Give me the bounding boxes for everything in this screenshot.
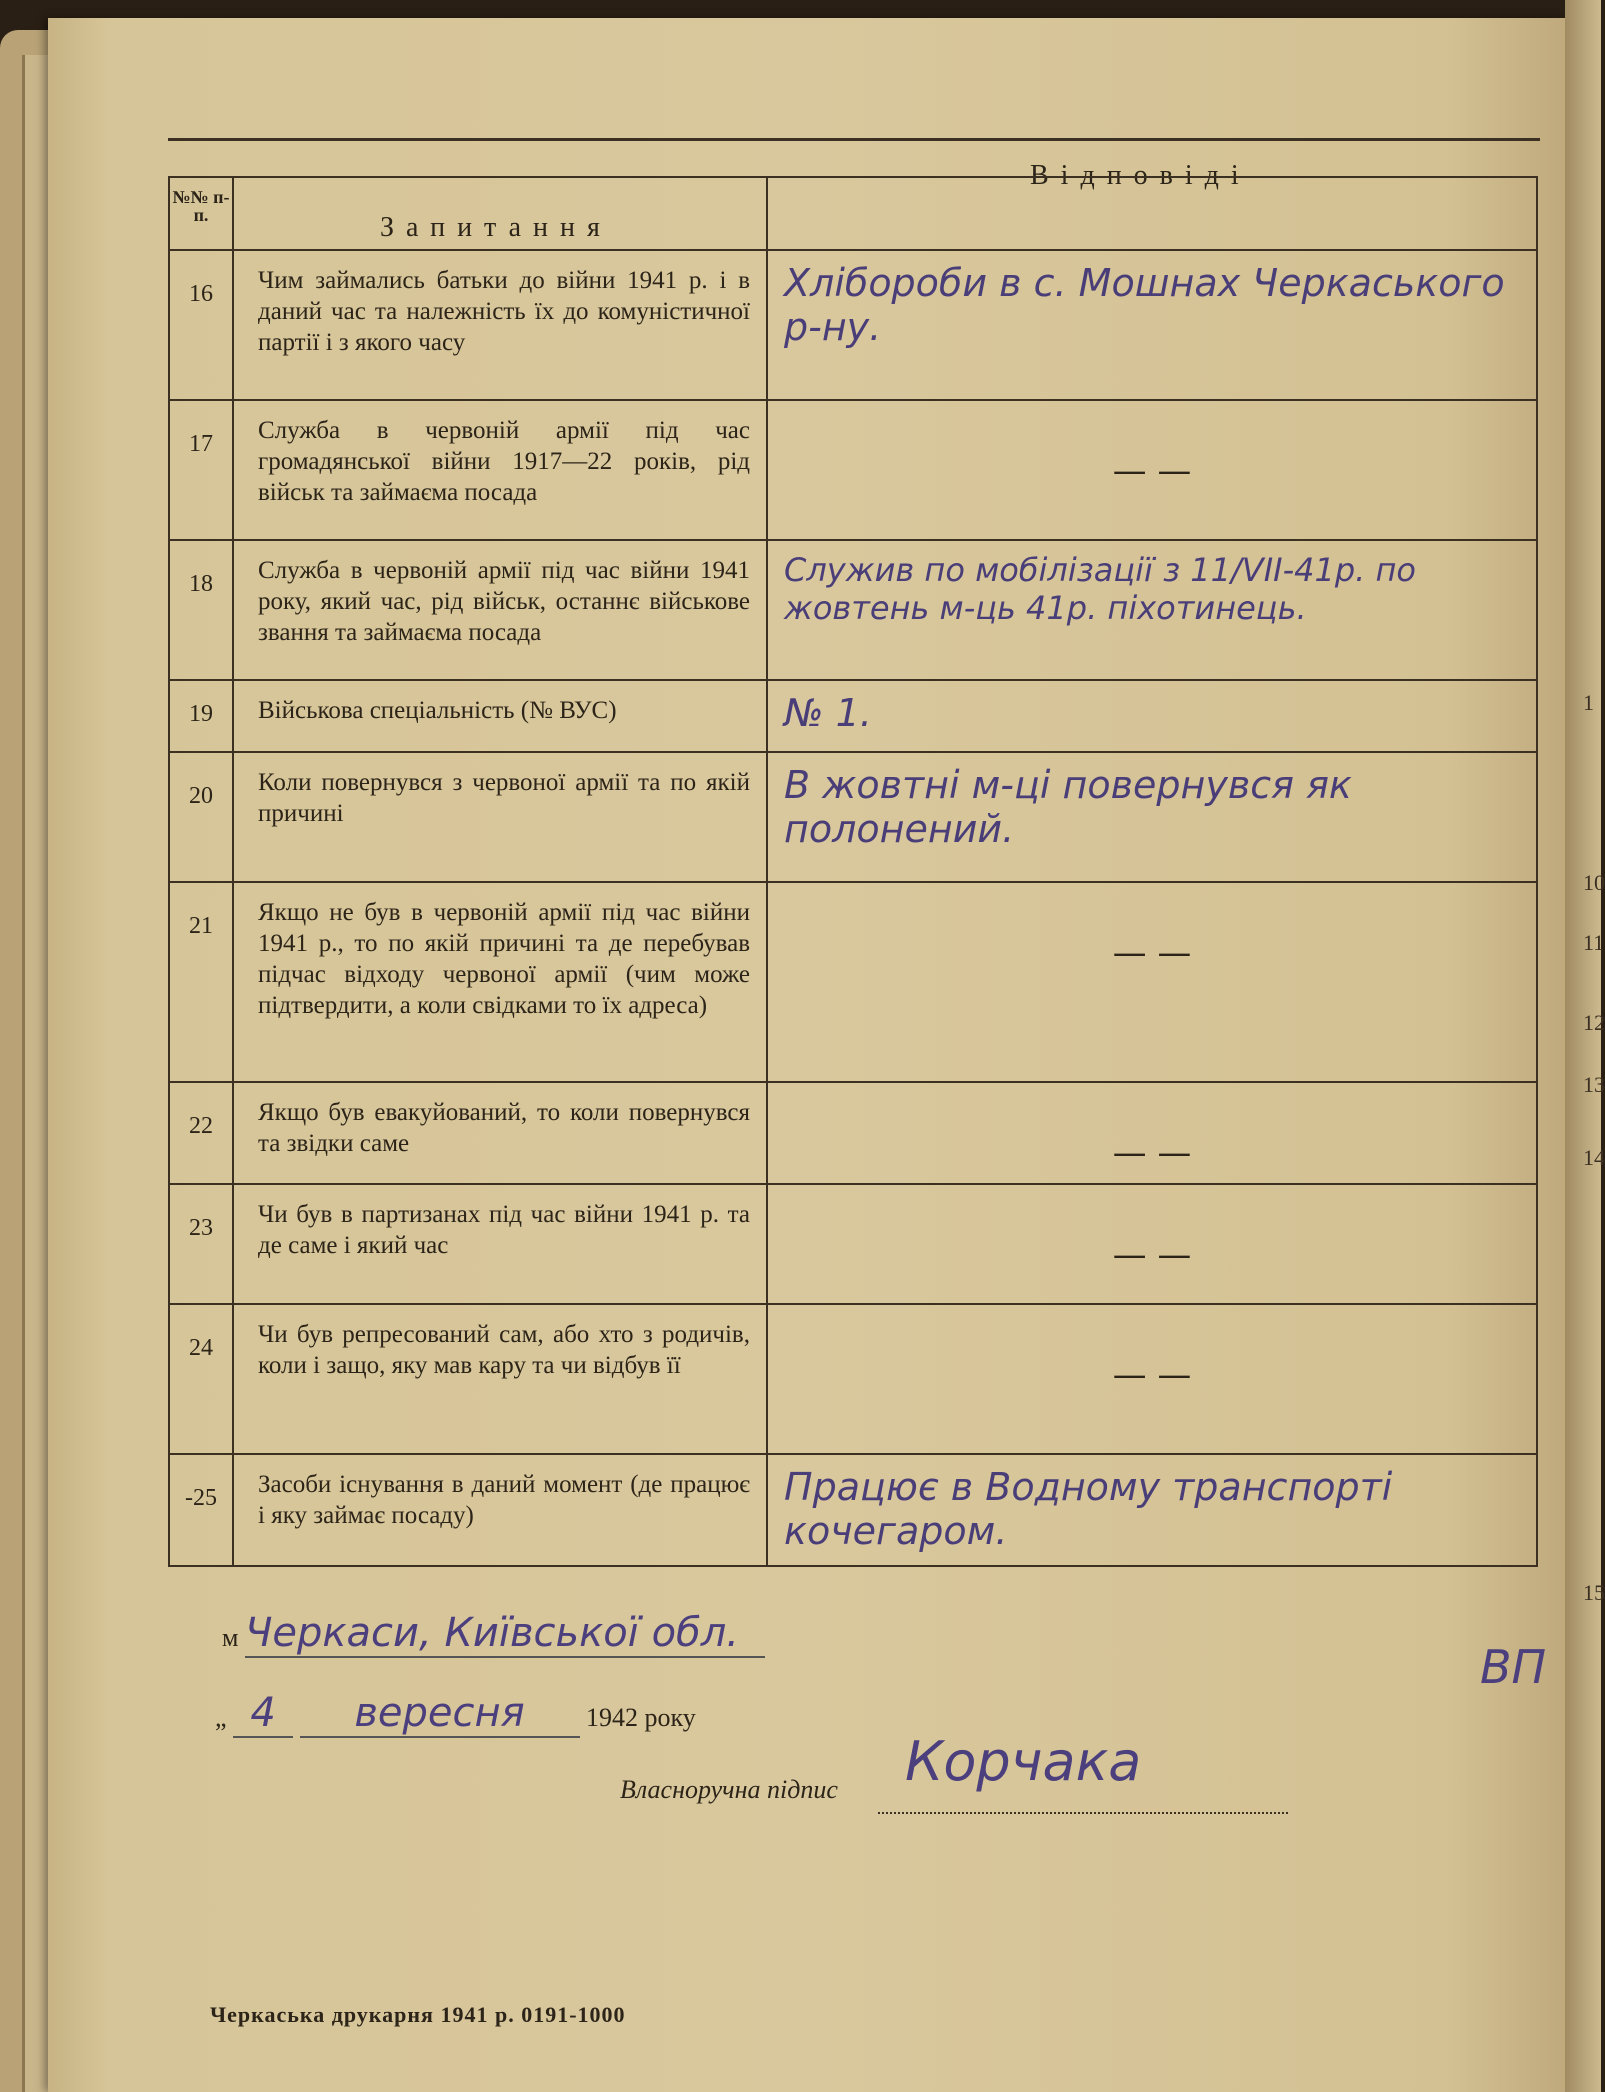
row-number: 24 [169, 1304, 233, 1454]
questions-header: Запитання [380, 212, 612, 243]
header-rule [168, 138, 1540, 141]
side-number: 14 [1583, 1145, 1605, 1170]
side-number: 11 [1583, 930, 1605, 955]
signature-label: Власноручна підпис [620, 1775, 838, 1804]
question-text: Коли повернувся з червоної армії та по якій причині [233, 752, 767, 882]
table-row [169, 1184, 1537, 1304]
question-text: Чим займались батьки до війни 1941 р. і в даний час та належність їх до комуністичної партії і з якого часу [233, 250, 767, 400]
row-number: 21 [169, 882, 233, 1082]
date-open-quote: „ [215, 1703, 227, 1732]
answer-handwritten: Хлібороби в с. Мошнах Черкаського р-ну. [767, 250, 1537, 400]
date-year-suffix: року [644, 1703, 696, 1732]
question-text: Чи був репресований сам, або хто з родичів, коли і защо, яку мав кару та чи відбув її [233, 1304, 767, 1454]
table-row [169, 540, 1537, 680]
side-number: 1 [1583, 690, 1594, 715]
table-row [169, 400, 1537, 540]
number-column-header: №№ п-п. [169, 177, 233, 250]
table-row [169, 1082, 1537, 1184]
answer-dashes: — — [767, 1184, 1537, 1304]
table-row [169, 882, 1537, 1082]
row-number: -25 [169, 1454, 233, 1566]
printer-imprint: Черкаська друкарня 1941 р. 0191-1000 [210, 2002, 626, 2027]
answer-dashes: — — [767, 1304, 1537, 1454]
question-text: Служба в червоній армії під час громадянської війни 1917—22 років, рід військ та займаєма посада [233, 400, 767, 540]
question-text: Служба в червоній армії під час війни 1941 року, який час, рід військ, останнє військове звання та займаєма посада [233, 540, 767, 680]
date-year: 1942 [586, 1703, 639, 1732]
answer-dashes: — — [767, 400, 1537, 540]
question-text: Чи був в партизанах під час війни 1941 р. та де саме і який час [233, 1184, 767, 1304]
row-number: 19 [169, 680, 233, 752]
answer-dashes: — — [767, 882, 1537, 1082]
answer-dashes: — — [767, 1082, 1537, 1184]
place-prefix: м [222, 1623, 239, 1652]
date-month: вересня [300, 1690, 580, 1738]
row-number: 23 [169, 1184, 233, 1304]
place-line [222, 1610, 765, 1658]
row-number: 18 [169, 540, 233, 680]
side-number: 15 [1583, 1580, 1605, 1605]
row-number: 17 [169, 400, 233, 540]
answer-handwritten: Працює в Водному транспорті кочегаром. [767, 1454, 1537, 1566]
row-number: 16 [169, 250, 233, 400]
next-page-edge [1565, 0, 1601, 2092]
side-number: 10 [1583, 870, 1605, 895]
answer-handwritten: В жовтні м-ці повернувся як полонений. [767, 752, 1537, 882]
answer-column-header [767, 177, 1537, 250]
table-row [169, 1454, 1537, 1566]
table-row [169, 752, 1537, 882]
question-text: Засоби існування в даний момент (де працює і яку займає посаду) [233, 1454, 767, 1566]
date-line [215, 1690, 696, 1738]
question-column-header [233, 177, 767, 250]
header-row [169, 177, 1537, 250]
answer-handwritten: № 1. [767, 680, 1537, 752]
initials-mark: ВП [1480, 1640, 1547, 1694]
row-number: 20 [169, 752, 233, 882]
questionnaire-table [168, 176, 1538, 1567]
table-row [169, 680, 1537, 752]
date-day: 4 [233, 1690, 293, 1738]
question-text: Якщо не був в червоній армії під час війни 1941 р., то по якій причині та де перебував підчас відходу червоної армії (чим може підтвердити, а коли свідками то їх адреса) [233, 882, 767, 1082]
place-value: Черкаси, Київської обл. [245, 1610, 765, 1658]
answer-handwritten: Служив по мобілізації з 11/VII-41р. по жовтень м-ць 41р. піхотинець. [767, 540, 1537, 680]
signature-line [878, 1812, 1288, 1814]
question-text: Якщо був евакуйований, то коли повернувся та звідки саме [233, 1082, 767, 1184]
table-row [169, 250, 1537, 400]
table-row [169, 1304, 1537, 1454]
question-text: Військова спеціальність (№ ВУС) [233, 680, 767, 752]
row-number: 22 [169, 1082, 233, 1184]
side-number: 12 [1583, 1010, 1605, 1035]
signature: Корчака [905, 1730, 1142, 1793]
answers-header: Відповіді [1030, 160, 1251, 191]
side-number: 13 [1583, 1072, 1605, 1097]
